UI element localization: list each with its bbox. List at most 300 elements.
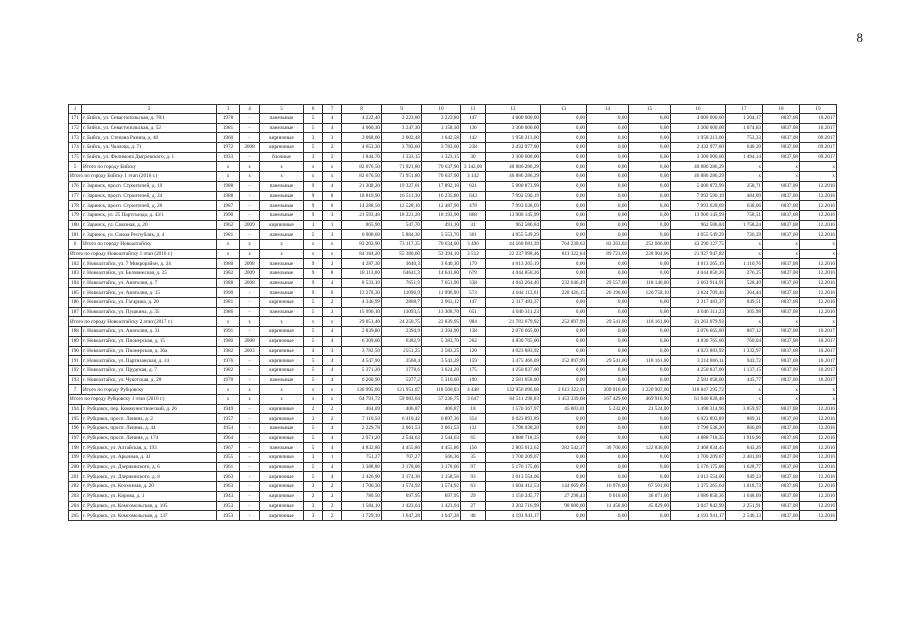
table-cell: 0,00 (587, 365, 629, 375)
table-cell: 1 647,28 (382, 511, 422, 521)
table-cell: 202 (69, 482, 82, 492)
table-cell: 0,00 (629, 114, 671, 124)
table-cell: 179 (69, 210, 82, 220)
table-cell: г. Заринск, ул. 25 Партсъезда, д. 43/1 (82, 210, 217, 220)
table-cell: 4 250 837,00 (486, 365, 541, 375)
table-cell: x (260, 239, 304, 249)
table-cell: 1 110,76 (726, 259, 763, 269)
table-cell: 1 798 538,20 (671, 424, 726, 434)
table-row (69, 482, 837, 492)
table-cell: 0,00 (587, 453, 629, 463)
table-row (69, 220, 837, 230)
column-number-cell: 11 (461, 105, 486, 114)
table-cell: 1 150 245,77 (486, 491, 541, 501)
table-cell: 175 (461, 365, 486, 375)
table-cell: 5 (304, 298, 323, 308)
column-number-cell: 6 (304, 105, 323, 114)
table-cell: 1955 (217, 453, 240, 463)
table-cell: 0,00 (629, 143, 671, 153)
table-cell: г. Бийск, ул. Степана Разина, д. 40 (82, 133, 217, 143)
table-cell: 0,00 (541, 172, 587, 182)
city-total-row (69, 385, 837, 395)
table-row (69, 278, 837, 288)
table-cell: 10.2017 (800, 123, 837, 133)
table-cell: 191 (69, 356, 82, 366)
table-cell: 8837,08 (763, 336, 800, 346)
table-cell: 1 074,83 (726, 123, 763, 133)
table-cell: 0,00 (587, 230, 629, 240)
table-cell: 1 453 339,68 (541, 394, 587, 404)
table-cell: 2 602,48 (382, 133, 422, 143)
table-cell: 5 (304, 230, 323, 240)
table-cell: 3 782,50 (342, 346, 382, 356)
table-cell: 4 (323, 365, 342, 375)
table-cell: 8837,08 (763, 114, 800, 124)
table-cell: 865,90 (342, 220, 382, 230)
table-cell: 4 (323, 424, 342, 434)
table-cell: 0,00 (629, 259, 671, 269)
table-cell: панельные (260, 288, 304, 298)
table-cell: 2 (323, 307, 342, 317)
table-cell: 0,00 (629, 230, 671, 240)
table-cell: 27 (461, 501, 486, 511)
table-cell: 10.2017 (800, 365, 837, 375)
table-cell: 201 (69, 472, 82, 482)
table-cell: 7 993 628,69 (671, 201, 726, 211)
table-cell: 29 (461, 491, 486, 501)
table-cell: 12.2016 (800, 443, 837, 453)
table-cell: 182 (69, 259, 82, 269)
table-cell: 0,00 (629, 191, 671, 201)
table-cell: 1964 (217, 433, 240, 443)
table-cell: 406,87 (382, 404, 422, 414)
table-cell: кирпичные (260, 346, 304, 356)
table-cell: 6 (323, 201, 342, 211)
table-cell: 228 904,06 (629, 249, 671, 259)
table-cell: 0,00 (587, 414, 629, 424)
table-cell: 3 047 842,99 (671, 501, 726, 511)
table-cell: 0,00 (629, 220, 671, 230)
table-cell: x (260, 249, 304, 259)
table-cell: x (726, 239, 763, 249)
table-cell: 0,00 (587, 346, 629, 356)
table-cell: 0,00 (629, 375, 671, 385)
table-cell: 338 (461, 278, 486, 288)
table-cell: 0,00 (587, 336, 629, 346)
table-cell: 22 839,95 (422, 317, 461, 327)
table-cell: панельные (260, 259, 304, 269)
table-cell: 4 346,99 (342, 298, 382, 308)
table-cell: 1 323,15 (422, 152, 461, 162)
table-cell: 867,12 (726, 327, 763, 337)
table-cell: 6382,9 (382, 336, 422, 346)
table-cell: 2 544,63 (422, 433, 461, 443)
table-cell: 1 958 213,00 (671, 133, 726, 143)
table-cell: 1 204,17 (726, 114, 763, 124)
table-cell: - (240, 404, 260, 414)
table-cell: 118 847 295,72 (671, 385, 726, 395)
table-cell: 0,00 (587, 152, 629, 162)
table-cell: 1970 (217, 375, 240, 385)
table-cell: 4 193 941,17 (486, 511, 541, 521)
table-cell: 167 429,00 (587, 394, 629, 404)
table-cell: 12.2016 (800, 210, 837, 220)
table-cell: 3 (323, 133, 342, 143)
table-cell: 9 (304, 201, 323, 211)
table-cell: 4 055 549,29 (486, 230, 541, 240)
table-cell: панельные (260, 424, 304, 434)
table-cell: 4 (323, 278, 342, 288)
table-cell: 09.2017 (800, 133, 837, 143)
table-cell: 0,00 (587, 307, 629, 317)
stage-total-row (69, 172, 837, 182)
table-cell: 3 (304, 453, 323, 463)
table-cell: 2 (323, 152, 342, 162)
table-cell: 1933 (217, 152, 240, 162)
table-cell: кирпичные (260, 462, 304, 472)
table-cell: 5 000 873,99 (671, 181, 726, 191)
table-cell: 82 676,50 (342, 172, 382, 182)
table-cell: 8837,08 (763, 501, 800, 511)
table-cell: 258,71 (726, 181, 763, 191)
table-cell: 64 791,72 (342, 394, 382, 404)
city-total-row (69, 162, 837, 172)
table-cell: 1988 (217, 191, 240, 201)
table-cell: 491,10 (422, 220, 461, 230)
table-cell: 193 (69, 375, 82, 385)
stage-total-row (69, 249, 837, 259)
table-cell: 2 468 834,45 (671, 443, 726, 453)
column-number-cell: 16 (671, 105, 726, 114)
table-row (69, 288, 837, 298)
table-cell: 8837,08 (763, 491, 800, 501)
table-cell: 10.2017 (800, 356, 837, 366)
table-cell: 73 117,35 (382, 239, 422, 249)
table-cell: 1986 (217, 307, 240, 317)
table-row (69, 133, 837, 143)
housing-register-table (68, 104, 837, 521)
table-cell: 484,09 (726, 191, 763, 201)
table-cell: 0,00 (629, 365, 671, 375)
table-cell: г. Новоалтайск, ул. Анатолия, д. 7 (82, 278, 217, 288)
table-cell: 1 798 038,20 (486, 424, 541, 434)
table-cell: 252 897,99 (541, 356, 587, 366)
table-cell: 4 653,30 (342, 143, 382, 153)
table-cell: кирпичные (260, 143, 304, 153)
table-cell: 1 (323, 220, 342, 230)
table-cell: 528,40 (726, 278, 763, 288)
table-cell: 7 993 628,69 (486, 201, 541, 211)
table-cell: 12.2016 (800, 278, 837, 288)
table-cell: 8837,08 (763, 356, 800, 366)
table-cell: 136 (461, 123, 486, 133)
table-cell: 159 (461, 356, 486, 366)
table-cell: 13 900 145,99 (671, 210, 726, 220)
table-cell: 5277,2 (382, 375, 422, 385)
table-cell: 179 (461, 259, 486, 269)
table-cell: 406,87 (422, 404, 461, 414)
table-row (69, 453, 837, 463)
table-row (69, 259, 837, 269)
column-number-cell: 13 (541, 105, 587, 114)
table-cell: x (240, 385, 260, 395)
table-cell: 1 729,10 (342, 511, 382, 521)
table-cell: 9 (304, 210, 323, 220)
table-cell: г. Рубцовск, ул. Арычная, д. 31 (82, 453, 217, 463)
table-cell: 3 174,36 (382, 472, 422, 482)
table-cell: 3 (304, 414, 323, 424)
table-cell: 5 000 873,99 (486, 181, 541, 191)
table-cell: 0,00 (629, 472, 671, 482)
table-cell: 18 113,00 (342, 269, 382, 279)
table-cell: 0,00 (587, 172, 629, 182)
table-cell: г. Рубцовск, ул. Колхозная, д. 20 (82, 482, 217, 492)
table-cell: г. Рубцовск, ул. Кирова, д. 1 (82, 491, 217, 501)
table-cell: 13093,5 (382, 307, 422, 317)
table-row (69, 114, 837, 124)
table-cell: 1 706,30 (342, 482, 382, 492)
table-cell: 949,33 (726, 472, 763, 482)
table-cell: - (240, 230, 260, 240)
table-cell: x (763, 394, 800, 404)
table-cell: 27 298,43 (541, 491, 587, 501)
table-cell: 3 640,30 (422, 259, 461, 269)
table-cell: 5 (304, 143, 323, 153)
table-cell: x (800, 394, 837, 404)
table-cell: 4 250 837,00 (671, 365, 726, 375)
table-cell: 1987 (217, 201, 240, 211)
table-cell: 19 327,01 (382, 181, 422, 191)
table-cell: кирпичные (260, 482, 304, 492)
table-cell: 0,00 (541, 181, 587, 191)
table-cell: 5 (304, 356, 323, 366)
table-cell: 8837,08 (763, 201, 800, 211)
table-cell: 6 (323, 288, 342, 298)
table-row (69, 501, 837, 511)
table-cell: 1953 (217, 511, 240, 521)
table-cell: 5 310,60 (422, 375, 461, 385)
table-cell: 1 916,96 (726, 433, 763, 443)
table-cell: 192 (69, 365, 82, 375)
table-cell: 4 (323, 356, 342, 366)
table-cell: 7 992 590,19 (671, 191, 726, 201)
table-cell: г. Новоалтайск, ул. Пушкина, д. 35 (82, 307, 217, 317)
table-cell: x (240, 239, 260, 249)
table-cell: 309 010,00 (587, 385, 629, 395)
table-cell: 0,00 (629, 172, 671, 182)
table-cell: панельные (260, 201, 304, 211)
table-cell: 8837,08 (763, 327, 800, 337)
table-cell: 821 (461, 181, 486, 191)
table-cell: 5 176 175,06 (671, 462, 726, 472)
table-cell: 12.2016 (800, 414, 837, 424)
table-cell: 0,00 (629, 327, 671, 337)
table-cell: г. Заринск, ул. Союзная, д. 20 (82, 220, 217, 230)
table-cell: 4 (323, 123, 342, 133)
table-cell: 12.2016 (800, 230, 837, 240)
table-cell: 186 (69, 298, 82, 308)
table-cell: 1 700 209,67 (486, 453, 541, 463)
table-cell: 40 886 286,29 (486, 172, 541, 182)
table-cell: 8837,08 (763, 346, 800, 356)
table-cell: 8837,08 (763, 462, 800, 472)
table-row (69, 346, 837, 356)
table-cell: панельные (260, 230, 304, 240)
table-cell: 1 604 412,53 (486, 482, 541, 492)
table-cell: 120 (461, 346, 486, 356)
table-cell: 4 547,90 (342, 356, 382, 366)
table-cell: 1943 (217, 491, 240, 501)
table-cell: 64 511 298,03 (486, 394, 541, 404)
table-cell: 57 236,75 (422, 394, 461, 404)
table-cell: 21 263 079,93 (671, 317, 726, 327)
table-cell: г. Новоалтайск, ул. Чукотская, д. 28 (82, 375, 217, 385)
table-cell: 187 (69, 307, 82, 317)
table-cell: г. Новоалтайск, ул. Анатолия, д. 15 (82, 288, 217, 298)
table-cell: 6 908,60 (342, 230, 382, 240)
table-cell: 43 290 127,75 (671, 239, 726, 249)
table-cell: 0,00 (629, 133, 671, 143)
table-cell: 0,00 (629, 433, 671, 443)
table-cell: 3 496 (461, 239, 486, 249)
table-cell: 10.2017 (800, 375, 837, 385)
table-cell: 15 996,10 (342, 307, 382, 317)
table-cell: 697,95 (382, 491, 422, 501)
table-cell: 118 560,03 (422, 385, 461, 395)
table-cell: 1981 (217, 123, 240, 133)
table-cell: кирпичные (260, 327, 304, 337)
city-total-row (69, 239, 837, 249)
table-cell: 3 142 (461, 172, 486, 182)
table-cell: 1 844,70 (342, 152, 382, 162)
table-cell: 4 287,30 (342, 259, 382, 269)
table-cell: 0,00 (541, 472, 587, 482)
table-cell: 0,00 (587, 269, 629, 279)
table-cell: 5 (304, 327, 323, 337)
table-cell: x (260, 162, 304, 172)
table-cell: 4 830 765,00 (671, 336, 726, 346)
table-cell: - (240, 433, 260, 443)
table-cell: 0,00 (587, 143, 629, 153)
table-cell: 4 (323, 462, 342, 472)
table-cell: 707,27 (382, 453, 422, 463)
table-cell: 12 528,10 (382, 201, 422, 211)
table-row (69, 191, 837, 201)
table-cell: 1 648,09 (726, 491, 763, 501)
table-cell: 0,00 (541, 114, 587, 124)
table-cell: 984 (461, 317, 486, 327)
table-cell: 1982 (217, 365, 240, 375)
table-cell: 6 023 893,89 (671, 414, 726, 424)
table-cell: 3 388,80 (342, 462, 382, 472)
table-cell: 30 (461, 152, 486, 162)
table-cell: 18 321,20 (382, 210, 422, 220)
table-cell: 12.2016 (800, 288, 837, 298)
table-cell: 12.2016 (800, 191, 837, 201)
table-cell: 5 232,00 (587, 404, 629, 414)
table-cell: x (763, 317, 800, 327)
table-cell: 6 260,90 (342, 375, 382, 385)
table-cell: 4 046 311,23 (486, 307, 541, 317)
table-cell: 760,04 (726, 336, 763, 346)
table-cell: 12.2016 (800, 424, 837, 434)
table-cell: 0,00 (587, 123, 629, 133)
table-cell: - (240, 462, 260, 472)
table-cell: x (240, 394, 260, 404)
table-cell: 176 (69, 181, 82, 191)
table-cell: 962 586,84 (486, 220, 541, 230)
table-cell: 11096,9 (382, 288, 422, 298)
table-cell: 120 758,10 (629, 288, 671, 298)
table-cell: 2008 (240, 259, 260, 269)
table-cell: Итого по городу Новоалтайску (82, 239, 217, 249)
table-cell: 12.2016 (800, 472, 837, 482)
table-row (69, 210, 837, 220)
table-cell: x (763, 172, 800, 182)
table-cell: 2 546,13 (726, 511, 763, 521)
table-cell: 3 (304, 501, 323, 511)
table-cell: 0,00 (587, 191, 629, 201)
table-cell: 1960 (217, 133, 240, 143)
table-cell: 4 193 941,17 (671, 511, 726, 521)
table-cell: 1 332,97 (726, 346, 763, 356)
table-cell: г. Новоалтайск, ул. Беловежская, д. 25 (82, 269, 217, 279)
table-cell: 4 832,80 (342, 443, 382, 453)
table-cell: 9 (304, 278, 323, 288)
table-cell: 12.2016 (800, 181, 837, 191)
column-number-cell: 19 (800, 105, 837, 114)
table-cell: 18 193,90 (422, 210, 461, 220)
table-cell: 70 637,90 (422, 162, 461, 172)
table-cell: 147 (461, 114, 486, 124)
table-cell: 5 371,20 (342, 365, 382, 375)
table-cell: 8837,08 (763, 123, 800, 133)
table-cell: 3 663 914,91 (671, 278, 726, 288)
table-cell: 0,00 (541, 511, 587, 521)
table-cell: 35 (461, 453, 486, 463)
table-cell: 2 (323, 298, 342, 308)
table-cell: 6 (69, 239, 82, 249)
table-cell: 0,00 (587, 375, 629, 385)
table-cell: - (240, 375, 260, 385)
table-cell: 0,00 (629, 152, 671, 162)
table-cell: г. Рубцовск, ул. Дзержинского, д. 6 (82, 462, 217, 472)
table-cell: 5 (304, 307, 323, 317)
table-cell: 4 (323, 181, 342, 191)
table-cell: 118 146,00 (629, 278, 671, 288)
table-cell: 1 700 209,67 (671, 453, 726, 463)
table-cell: 3 158,56 (422, 472, 461, 482)
table-cell: - (240, 414, 260, 424)
table-cell: 173 (69, 133, 82, 143)
table-cell: 189 (69, 336, 82, 346)
table-cell: 203 (69, 491, 82, 501)
table-cell: 0,00 (629, 424, 671, 434)
table-cell: 276,25 (726, 269, 763, 279)
table-row (69, 424, 837, 434)
table-cell: 1963 (217, 472, 240, 482)
table-cell: 5 (304, 443, 323, 453)
table-cell: 1953 (217, 501, 240, 511)
table-cell: 5 (304, 336, 323, 346)
table-cell: 178 (69, 201, 82, 211)
table-cell: 4 044 850,26 (486, 269, 541, 279)
table-cell: кирпичные (260, 404, 304, 414)
table-cell: 5 (304, 375, 323, 385)
table-cell: 67 501,00 (629, 482, 671, 492)
table-cell: 22 237 998,46 (486, 249, 541, 259)
table-cell: 0,00 (541, 220, 587, 230)
